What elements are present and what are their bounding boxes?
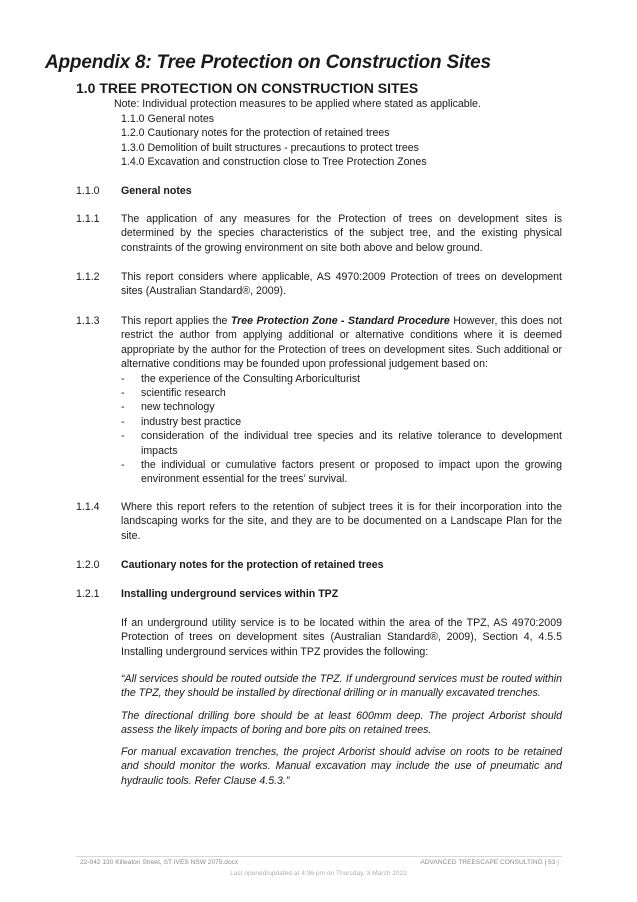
section-number: 1.2.1 — [76, 588, 100, 600]
section-1-1-1 — [76, 212, 562, 255]
section-number: 1.1.2 — [76, 271, 100, 283]
footer-filename: 22-042 130 Killeaton Street, ST IVES NSW 2075.docx — [80, 859, 239, 866]
section-heading: Cautionary notes for the protection of retained trees — [121, 559, 384, 571]
footer-divider — [76, 856, 562, 857]
section-heading: General notes — [121, 185, 192, 197]
section-number: 1.1.0 — [76, 185, 100, 197]
toc-item-4: 1.4.0 Excavation and construction close to Tree Protection Zones — [121, 156, 427, 168]
section-title: 1.0 TREE PROTECTION ON CONSTRUCTION SITES — [76, 80, 419, 96]
services-intro-paragraph: If an underground utility service is to be located within the area of the TPZ, AS 4970:2009 Protection of trees on development sites (Australian Standard®, 2009), Section 4, 4.5.5 Installing underground services within TPZ provides the following: — [121, 617, 562, 658]
section-heading: Installing underground services within TPZ — [121, 588, 339, 600]
section-1-1-2 — [76, 270, 562, 299]
section-paragraph: Where this report refers to the retention of subject trees it is for their incorporation into the landscaping works for the site, and they are to be documented on a Landscape Plan for the site. — [121, 501, 562, 542]
section-number: 1.1.3 — [76, 315, 100, 327]
list-item: - scientific research — [121, 386, 562, 400]
section-number: 1.1.4 — [76, 501, 100, 513]
list-item: - the individual or cumulative factors present or proposed to impact upon the growing environment essential for the trees’ survival. — [121, 458, 562, 487]
toc-item-2: 1.2.0 Cautionary notes for the protection of retained trees — [121, 127, 390, 139]
section-number: 1.1.1 — [76, 213, 100, 225]
note-text: Note: Individual protection measures to be applied where stated as applicable. — [114, 98, 481, 110]
section-1-2-0 — [76, 558, 562, 572]
section-1-2-1 — [76, 587, 562, 601]
standard-quote-1: “All services should be routed outside the TPZ. If underground services must be routed within the TPZ, they should be installed by directional drilling or in manually excavated trenches. — [121, 673, 562, 700]
section-number: 1.2.0 — [76, 559, 100, 571]
paragraph-text-pre: This report applies the — [121, 315, 231, 327]
standard-quote-2: The directional drilling bore should be at least 600mm deep. The project Arborist should assess the likely impacts of boring and bore pits on retained trees. — [121, 710, 562, 737]
section-paragraph: The application of any measures for the Protection of trees on development sites is determined by the species characteristics of the subject tree, and the existing physical constraints of the growing environment on site both above and below ground. — [121, 213, 562, 254]
section-1-1-0 — [76, 184, 562, 198]
list-item: - consideration of the individual tree species and its relative tolerance to development impacts — [121, 429, 562, 458]
standard-quote-3: For manual excavation trenches, the project Arborist should advise on roots to be retained and should monitor the works. Manual excavation may include the use of pneumatic and hydraulic tools. Refer Clause 4.5.3.” — [121, 746, 562, 787]
section-1-1-3 — [76, 314, 562, 487]
bullet-list — [121, 372, 562, 487]
list-item: - the experience of the Consulting Arboriculturist — [121, 372, 562, 386]
paragraph-text-post: However, this does not restrict the author from applying additional or alternative conditions where it is deemed appropriate by the author for the Protection of trees on development sites. Such additional or alternative conditions may be founded upon professional judgement based on: — [121, 315, 562, 371]
note-block — [114, 97, 481, 170]
footer-last-updated: Last opened/updated at 4:36 pm on Thursday, 3 March 2022 — [230, 870, 407, 877]
appendix-title: Appendix 8: Tree Protection on Construction Sites — [45, 52, 491, 73]
section-1-1-4 — [76, 500, 562, 543]
list-item: - industry best practice — [121, 415, 562, 429]
procedure-name: Tree Protection Zone - Standard Procedure — [230, 315, 450, 327]
list-item: - new technology — [121, 400, 562, 414]
toc-item-3: 1.3.0 Demolition of built structures - precautions to protect trees — [121, 141, 419, 154]
section-paragraph: This report considers where applicable, AS 4970:2009 Protection of trees on development sites (Australian Standard®, 2009). — [121, 271, 562, 298]
toc-item-1: 1.1.0 General notes — [121, 112, 215, 125]
footer-company-page: ADVANCED TREESCAPE CONSULTING | 53 | — [420, 859, 559, 866]
section-paragraph — [121, 314, 562, 487]
